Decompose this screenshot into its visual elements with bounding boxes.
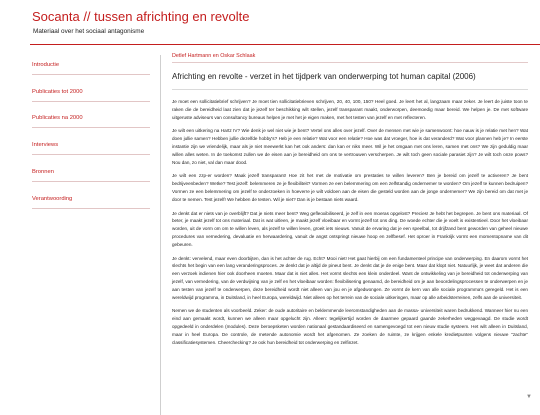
site-header [0, 0, 540, 44]
article-paragraph: Je denkt dat er niets van je overblijft? Dat je niets meer bent? Weg gefleoxibiliseerd, je zelf in een moeras opgelost? Precies! Je hebt het begrepen. Je bent ons materiaal. Of beter, je maakt jezelf tot ons materiaal. Dat is wat uitleen, je maakt jezelf vloeibaar en vormt jezelf tot ons ding. De woede echter die je voelt is existentieel. Door het vloeibaar worden, uit de vorm om om te willen leven, als jezelf te willen leven, groeit iets nieuws. Vanuit de ervaring dat je een speelbal, tot drijfzand bent geworden van geheel nieuwe procedures van vernedering, devaluatie en herwaardering, vanuit de angst ontspringt nieuwe hoop en zelfbesef. Het oproer in Frankrijk vormt een momentopname van dit gebeuren. [172, 210, 528, 247]
nav-item-interviews[interactable]: Interviews [32, 142, 150, 155]
article [172, 53, 528, 352]
nav-item-publicaties-tot-2000[interactable]: Publicaties tot 2000 [32, 89, 150, 102]
nav-item-verantwoording[interactable]: Verantwoording [32, 196, 150, 209]
article-paragraph: Je denkt: vervelend, maar even doorbijten, dan is het achter de rug. Echt? Mooi niet! Het gaat hierbij om een fundamenteel principe van onderwerping. En daarom vormt het slechts het begin van een lang veranderingsproces. Je denkt dat je altijd de pineut bent. Je denkt dat je de enige bent. Maar dat klopt niet. Natuurlijk, je weet dat anderen die een verzoek indienen hier ook doorheen moeten. Maar dat is niet alles. Het vormt slechts een klein onderdeel. Want de ontwikkeling van je bereidheid tot onderwerping van jezelf, van vernedering, van de verdwijning van je zelf en het vloeibaar worden: flexibilisering genaamd, de bereidheid om je aan beoordelingsprocessen te onderwerpen en je aan testen van jezelf te onderwerpen, deze bereidheid wordt niet alleen van jou en je afgedwongen. Ze vormt de kern van alle sociale programma's geregeld. Het is een wereldwijd programma, in Duitsland, in heel Europa, wereldwijd. Niet alleen op het terrein van de sociale uitkeringen, maar op alle arbeidsterreinen, zelfs aan de universiteit. [172, 255, 528, 300]
nav-item-bronnen[interactable]: Bronnen [32, 169, 150, 182]
article-paragraph: Je wilt een zzp-er worden? Maak jezelf transparant! Hoe zit het met de motivatie om prestaties te willen leveren? Ben je bereid om jezelf te activeren? Je bent bedrijveenbeden? Wetke? Test jezelf: belemmeren ze je flexibiliteit? Vormen ze een belemmering om een zelfstandig ondernemer te worden? Om jezelf te kunnen bedruipen? Vormen ze een belemmering om jezelf te onderzoeken in hoeverre je wilt voldoen aan de eisen die gesteld worden aan de jonge ondernemer? We zijn bereid om dat met je door te nemen. Test jezelf! We hebben de testen. Wil je niet? Dan is je bestaan niets waard. [172, 173, 528, 202]
site-subtitle: Materiaal over het sociaal antagonisme [33, 28, 145, 35]
article-paragraph: Je moet een sollicitatiebrief schrijven? Je moet tien sollicitatiebrieven schrijven, 20, 40, 100, 150? Heel goed. Je leert het al, langzaam maar zeker. Je leert de juiste toon te raken die de bereidheid laat zien dat je jezelf ter beschikking wilt stellen, jezelf transparant maakt, onderworpen, deemoedig maar bereid. We helpen je. De met software uitgeruste adviseurs van consultancy bureaus helpen je met het je eigen maken, met het testen van jezelf en met reflecteren. [172, 99, 528, 120]
article-title: Africhting en revolte - verzet in het tijdperk van onderwerping tot human capital (2006) [172, 72, 528, 90]
sidebar-divider [160, 55, 161, 415]
article-body [172, 98, 528, 346]
article-paragraph: Je wilt een uitkering na Hartz IV? Wie denk je wel niet wie je bent? Vertel ons alles over jezelf. Over de mensen met wie je samenwoont: hoe nauw is je relatie met hen? Wat doen jullie samen? Hebben jullie dezelfde hobby's? Heb je een relatie? Wat voor een relatie? Hoe was dat vroeger, hoe is dat veranderd? Wat voor plannen heb je? In eerste instantie zijn we vriendelijk, maar als je niet meewerkt kan het ook anders: dan kan er niks meer. Wil je het omgaan met ons leren, samen met ons? We zijn geduldig maar willen alles weten. In de toekomst zullen we de eisen aan je bereidheid om ons te vertrouwen verscherpen. Je wilt toch geen sociale parasiet zijn? Je wilt toch onze pows? Nou dan, zo niet, val dan maar dood. [172, 128, 528, 165]
header-divider [30, 44, 540, 45]
nav-item-introductie[interactable]: Introductie [32, 62, 150, 75]
nav-item-publicaties-na-2000[interactable]: Publicaties na 2000 [32, 115, 150, 128]
site-title[interactable]: Socanta // tussen africhting en revolte [32, 9, 250, 24]
article-paragraph: Nemen we de studenten als voorbeeld. Zeker: de oude autoritaire en beklemmende leeromstandigheden aan de massa- universiteit waren bedrukkend. Wanneer hier nu een eind aan gemaakt wordt, kunnen we alleen maar opgelucht zijn. Alleen: tegelijkertijd worden de daarmee gepaard gaande zekerheden weggevaagd. De studie wordt opgedeeld in onderdelen (modules). Deze beroepsketen worden nationaal gestandaardiseerd en samengevoegd tot een nieuw studie systeem. Het wilt alleen in Duitsland, maar in heel Europa. De controle, de metende autonomie wordt het afgenomen. Ze zoeken de ruimte, ze krijgen enkele kredietpunten volgens nieuwe "zachte" classificatiesystemen. Cheerchecking? Je ook hun bereidheid tot onderwerping en zelfinzet. [172, 308, 528, 345]
scroll-down-arrow-icon[interactable]: ▼ [526, 394, 532, 400]
article-byline: Detlef Hartmann en Oskar Schlaak [172, 53, 528, 63]
